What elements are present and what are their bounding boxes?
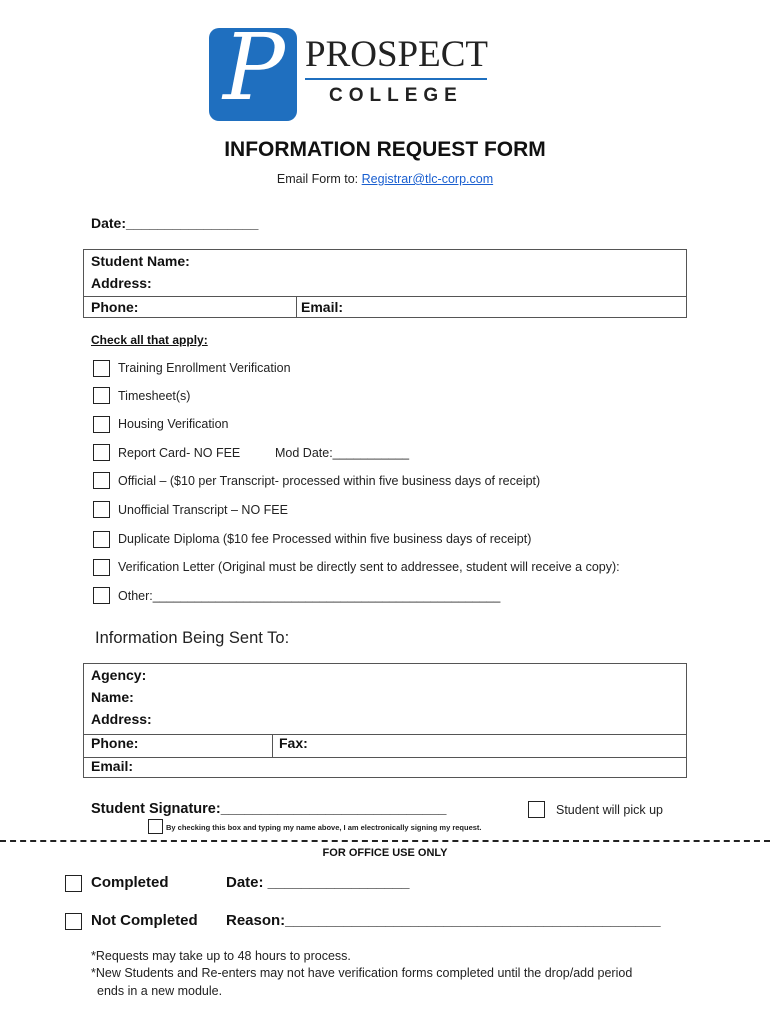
- agency-field[interactable]: Agency:: [91, 667, 147, 683]
- unofficial-transcript-label: Unofficial Transcript – NO FEE: [118, 503, 288, 517]
- logo-divider: [305, 78, 487, 80]
- reason-field[interactable]: Reason:_____________________________________________: [226, 912, 661, 929]
- verification-letter-label: Verification Letter (Original must be directly sent to addressee, student will receive a copy):: [118, 560, 620, 574]
- completed-label: Completed: [91, 874, 169, 891]
- timesheets-label: Timesheet(s): [118, 389, 191, 403]
- not-completed-checkbox[interactable]: [65, 913, 82, 930]
- student-address-field[interactable]: Address:: [91, 275, 152, 291]
- office-date-field[interactable]: Date: _________________: [226, 874, 410, 891]
- e-sign-consent-label: By checking this box and typing my name above, I am electronically signing my request.: [166, 823, 482, 832]
- mod-date-field[interactable]: Mod Date:___________: [275, 446, 410, 460]
- college-logo: [209, 14, 499, 122]
- logo-name-line2: COLLEGE: [329, 85, 463, 106]
- not-completed-label: Not Completed: [91, 912, 198, 929]
- report-card-label: Report Card- NO FEE: [118, 446, 241, 460]
- note-new-students: *New Students and Re-enters may not have verification forms completed until the drop/add period: [91, 966, 633, 980]
- office-use-heading: FOR OFFICE USE ONLY: [322, 847, 448, 859]
- official-transcript-label: Official – ($10 per Transcript- processed within five business days of receipt): [118, 474, 541, 488]
- other-checkbox[interactable]: [93, 587, 110, 604]
- student-name-field[interactable]: Student Name:: [91, 253, 190, 269]
- logo-name-line1: PROSPECT: [305, 34, 489, 75]
- student-email-field[interactable]: Email:: [301, 299, 344, 315]
- email-instruction: [0, 172, 770, 186]
- housing-verification-label: Housing Verification: [118, 417, 229, 431]
- form-title: INFORMATION REQUEST FORM: [224, 138, 546, 161]
- duplicate-diploma-checkbox[interactable]: [93, 531, 110, 548]
- student-box-divider: [84, 296, 686, 297]
- student-signature-field[interactable]: Student Signature:____________________________: [91, 801, 447, 817]
- date-field[interactable]: Date:_________________: [91, 215, 259, 231]
- training-enrollment-checkbox[interactable]: [93, 360, 110, 377]
- recipient-box-divider-1: [84, 734, 686, 735]
- official-transcript-checkbox[interactable]: [93, 472, 110, 489]
- recipient-box-divider-2: [84, 757, 686, 758]
- recipient-box-vdivider: [272, 734, 273, 757]
- logo-letter: P: [223, 14, 285, 121]
- report-card-checkbox[interactable]: [93, 444, 110, 461]
- note-new-students-cont: ends in a new module.: [97, 984, 223, 998]
- completed-checkbox[interactable]: [65, 875, 82, 892]
- training-enrollment-label: Training Enrollment Verification: [118, 361, 291, 375]
- check-all-label: Check all that apply:: [91, 333, 208, 347]
- recipient-email-field[interactable]: Email:: [91, 758, 134, 774]
- logo-emblem: [209, 14, 297, 121]
- housing-verification-checkbox[interactable]: [93, 416, 110, 433]
- recipient-phone-field[interactable]: Phone:: [91, 735, 139, 751]
- timesheets-checkbox[interactable]: [93, 387, 110, 404]
- duplicate-diploma-label: Duplicate Diploma ($10 fee Processed within five business days of receipt): [118, 532, 532, 546]
- note-processing-time: *Requests may take up to 48 hours to process.: [91, 949, 351, 963]
- other-field[interactable]: Other:__________________________________________________: [118, 589, 501, 603]
- e-sign-consent-checkbox[interactable]: [148, 819, 163, 834]
- pickup-checkbox[interactable]: [528, 801, 545, 818]
- recipient-info-box: [83, 663, 687, 778]
- student-box-vdivider: [296, 296, 297, 318]
- email-prefix: Email Form to:: [276, 172, 362, 186]
- verification-letter-checkbox[interactable]: [93, 559, 110, 576]
- recipient-address-field[interactable]: Address:: [91, 711, 152, 727]
- office-divider: [0, 840, 770, 842]
- recipient-name-field[interactable]: Name:: [91, 689, 134, 705]
- pickup-label: Student will pick up: [556, 803, 664, 817]
- student-phone-field[interactable]: Phone:: [91, 299, 139, 315]
- sent-to-heading: Information Being Sent To:: [95, 629, 290, 647]
- unofficial-transcript-checkbox[interactable]: [93, 501, 110, 518]
- recipient-fax-field[interactable]: Fax:: [279, 735, 308, 751]
- registrar-email-link[interactable]: Registrar@tlc-corp.com: [361, 172, 494, 186]
